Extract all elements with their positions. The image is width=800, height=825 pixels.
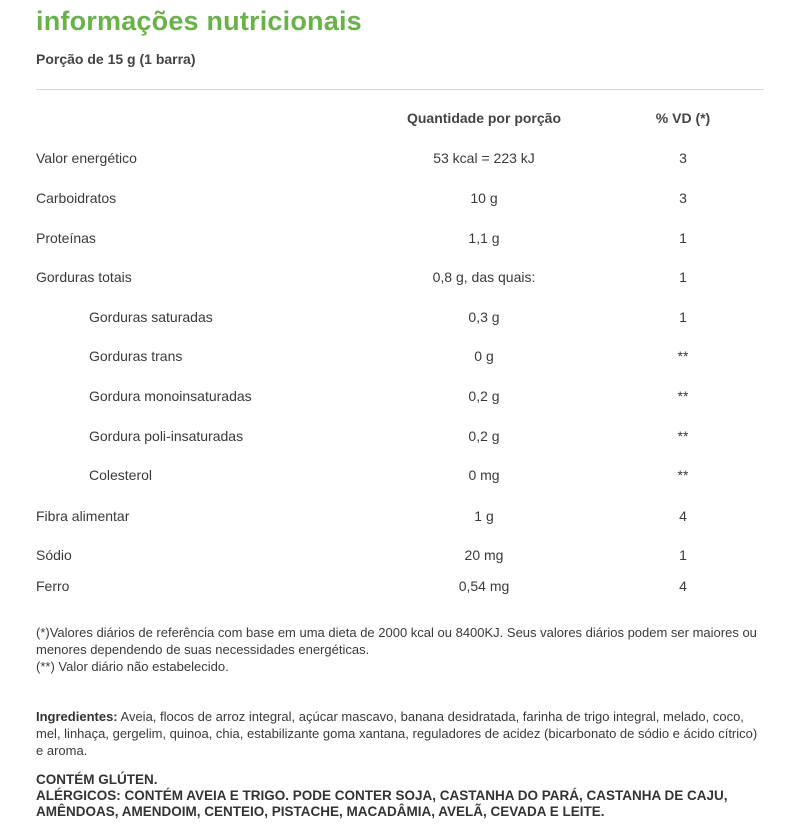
nutrient-name: Valor energético bbox=[36, 150, 137, 166]
nutrient-quantity: 0,54 mg bbox=[458, 578, 510, 594]
nutrient-quantity: 20 mg bbox=[464, 547, 504, 563]
table-row bbox=[0, 309, 800, 329]
nutrient-name: Sódio bbox=[36, 547, 72, 563]
nutrient-quantity: 0,3 g bbox=[468, 309, 500, 325]
nutrient-name: Gordura monoinsaturadas bbox=[89, 388, 252, 404]
nutrient-quantity: 0,8 g, das quais: bbox=[432, 269, 536, 285]
nutrient-dv: 4 bbox=[679, 578, 687, 594]
nutrient-name: Colesterol bbox=[89, 467, 153, 483]
nutrient-quantity: 1 g bbox=[474, 508, 494, 524]
nutrient-quantity: 0,2 g bbox=[468, 388, 500, 404]
header-dv: % VD (*) bbox=[655, 110, 711, 126]
table-row bbox=[0, 428, 800, 448]
nutrient-dv: ** bbox=[677, 467, 689, 483]
table-row bbox=[0, 150, 800, 170]
portion-size: Porção de 15 g (1 barra) bbox=[36, 51, 196, 67]
footnote-reference: (*)Valores diários de referência com base em uma dieta de 2000 kcal ou 8400KJ. Seus valores diários podem ser maiores ou menores dependendo de suas necessidades energéticas. bbox=[36, 625, 757, 657]
nutrient-name: Gorduras totais bbox=[36, 269, 132, 285]
table-row bbox=[0, 467, 800, 487]
nutrient-name: Proteínas bbox=[36, 230, 96, 246]
footnote-not-established: (**) Valor diário não estabelecido. bbox=[36, 659, 229, 674]
header-quantity: Quantidade por porção bbox=[406, 110, 561, 126]
nutrient-name: Ferro bbox=[36, 578, 70, 594]
allergen-warning: ALÉRGICOS: CONTÉM AVEIA E TRIGO. PODE CONTER SOJA, CASTANHA DO PARÁ, CASTANHA DE CAJU, AMÊNDOAS, AMENDOIM, CENTEIO, PISTACHE, MACADÂMIA, AVELÃ, CEVADA E LEITE. bbox=[36, 788, 728, 819]
nutrient-name: Carboidratos bbox=[36, 190, 117, 206]
nutrient-dv: 1 bbox=[679, 269, 687, 285]
table-row bbox=[0, 508, 800, 528]
nutrient-name: Gorduras saturadas bbox=[89, 309, 213, 325]
footnotes bbox=[36, 624, 766, 675]
nutrient-dv: 1 bbox=[679, 230, 687, 246]
nutrient-quantity: 0 mg bbox=[468, 467, 500, 483]
nutrient-quantity: 1,1 g bbox=[468, 230, 500, 246]
nutrient-quantity: 0 g bbox=[474, 348, 494, 364]
table-row bbox=[0, 348, 800, 368]
nutrient-name: Fibra alimentar bbox=[36, 508, 130, 524]
nutrient-dv: 3 bbox=[679, 190, 687, 206]
nutrient-quantity: 10 g bbox=[470, 190, 498, 206]
nutrient-dv: 1 bbox=[679, 309, 687, 325]
page-title: informações nutricionais bbox=[36, 6, 362, 36]
table-row bbox=[0, 190, 800, 210]
nutrient-dv: ** bbox=[677, 428, 689, 444]
table-row bbox=[0, 578, 800, 598]
nutrient-dv: ** bbox=[677, 388, 689, 404]
nutrient-name: Gordura poli-insaturadas bbox=[89, 428, 244, 444]
nutrient-dv: 4 bbox=[679, 508, 687, 524]
table-row bbox=[0, 230, 800, 250]
table-header bbox=[0, 110, 800, 130]
nutrient-dv: 1 bbox=[679, 547, 687, 563]
divider bbox=[36, 89, 764, 90]
table-row bbox=[0, 547, 800, 567]
nutrient-dv: 3 bbox=[679, 150, 687, 166]
table-row bbox=[0, 269, 800, 289]
nutrient-quantity: 0,2 g bbox=[468, 428, 500, 444]
nutrient-dv: ** bbox=[677, 348, 689, 364]
nutrient-quantity: 53 kcal = 223 kJ bbox=[433, 150, 535, 166]
ingredients bbox=[36, 708, 766, 759]
ingredients-label: Ingredientes: bbox=[36, 709, 118, 724]
nutrient-name: Gorduras trans bbox=[89, 348, 183, 364]
ingredients-text: Aveia, flocos de arroz integral, açúcar mascavo, banana desidratada, farinha de trigo integral, melado, coco, mel, linhaça, gergelim, quinoa, chia, estabilizante goma xantana, reguladores de acidez (bicarbonato de sódio e ácido cítrico) e aroma. bbox=[36, 709, 758, 758]
gluten-warning: CONTÉM GLÚTEN. bbox=[36, 772, 158, 787]
allergens bbox=[36, 772, 766, 820]
table-row bbox=[0, 388, 800, 408]
